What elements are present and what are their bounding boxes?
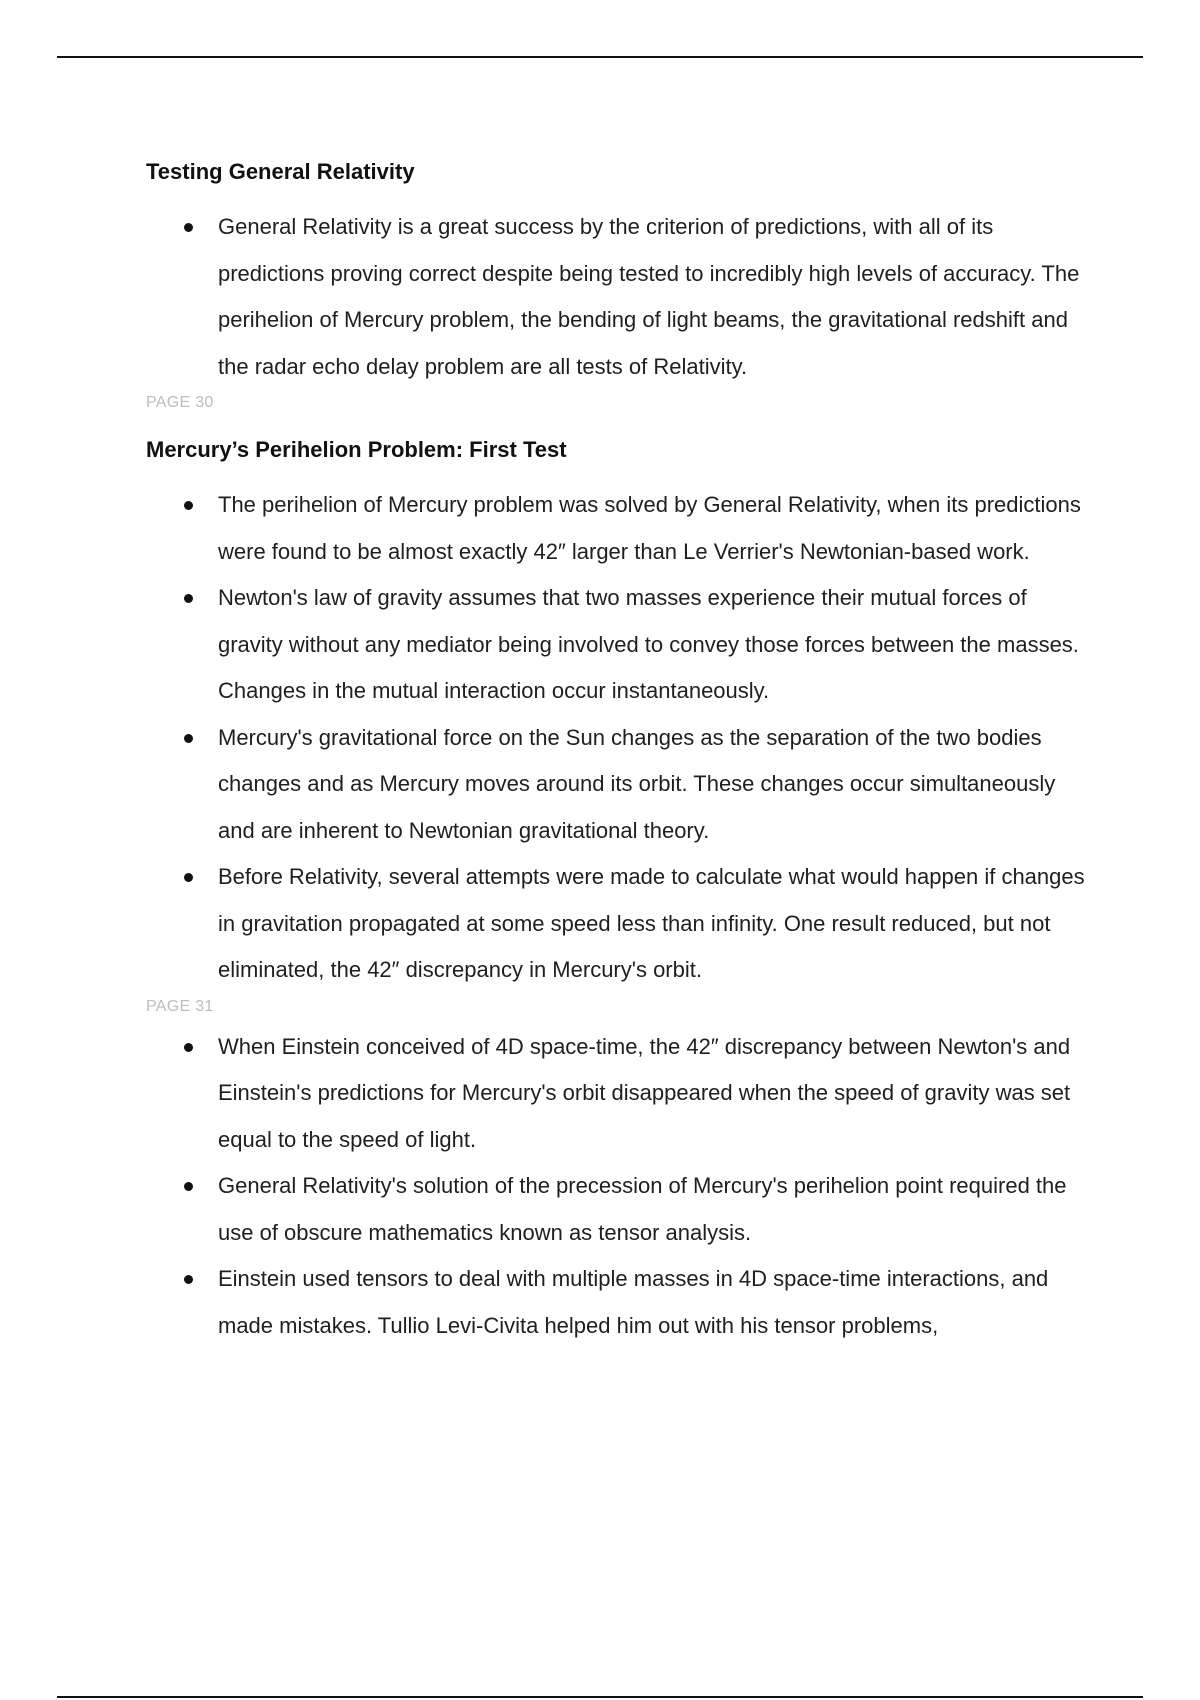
bullet-icon [184, 873, 193, 882]
bullet-text: When Einstein conceived of 4D space-time, the 42″ discrepancy between Newton's and Einstein's predictions for Mercury's orbit disappeared when the speed of gravity was set equal to the speed of light. [218, 1033, 1071, 1152]
section-mercury-perihelion [146, 428, 1096, 994]
bullet-list [146, 1024, 1096, 1350]
list-item [146, 1024, 1096, 1164]
document-content [146, 150, 1096, 1349]
list-item [146, 854, 1096, 994]
bullet-text: Einstein used tensors to deal with multiple masses in 4D space-time interactions, and made mistakes. Tullio Levi-Civita helped him out with his tensor problems, [218, 1266, 1049, 1338]
bullet-text: Before Relativity, several attempts were made to calculate what would happen if changes in gravitation propagated at some speed less than infinity. One result reduced, but not eliminated, the 42″ discrepancy in Mercury's orbit. [218, 864, 1085, 982]
bullet-icon [184, 501, 193, 510]
list-item [146, 715, 1096, 855]
section-continued [146, 1024, 1096, 1350]
bullet-text: The perihelion of Mercury problem was solved by General Relativity, when its predictions were found to be almost exactly 42″ larger than Le Verrier's Newtonian-based work. [218, 492, 1081, 564]
bullet-text: Mercury's gravitational force on the Sun changes as the separation of the two bodies changes and as Mercury moves around its orbit. These changes occur simultaneously and are inherent to Newtonian gravitational theory. [218, 724, 1056, 843]
page-marker: PAGE 30 [146, 394, 214, 411]
bullet-icon [184, 1043, 193, 1052]
bullet-list [146, 482, 1096, 994]
bullet-list [146, 204, 1096, 390]
bullet-text: Newton's law of gravity assumes that two masses experience their mutual forces of gravity without any mediator being involved to convey those forces between the masses. Changes in the mutual interaction occur instantaneously. [218, 585, 1079, 703]
list-item [146, 575, 1096, 715]
list-item [146, 1256, 1096, 1349]
bullet-icon [184, 734, 193, 743]
bullet-text: General Relativity is a great success by the criterion of predictions, with all of its predictions proving correct despite being tested to incredibly high levels of accuracy. The perihelion of Mercury problem, the bending of light beams, the gravitational redshift and the radar echo delay problem are all tests of Relativity. [218, 214, 1080, 379]
bullet-text: General Relativity's solution of the precession of Mercury's perihelion point required the use of obscure mathematics known as tensor analysis. [218, 1173, 1067, 1245]
bottom-rule [57, 1696, 1143, 1698]
list-item [146, 482, 1096, 575]
bullet-icon [184, 223, 193, 232]
top-rule [57, 56, 1143, 58]
list-item [146, 204, 1096, 390]
bullet-icon [184, 594, 193, 603]
section-heading: Testing General Relativity [146, 159, 415, 184]
section-testing-general-relativity [146, 150, 1096, 390]
list-item [146, 1163, 1096, 1256]
page-marker: PAGE 31 [146, 997, 214, 1015]
bullet-icon [184, 1275, 193, 1284]
bullet-icon [184, 1182, 193, 1191]
section-heading: Mercury’s Perihelion Problem: First Test [146, 437, 567, 462]
